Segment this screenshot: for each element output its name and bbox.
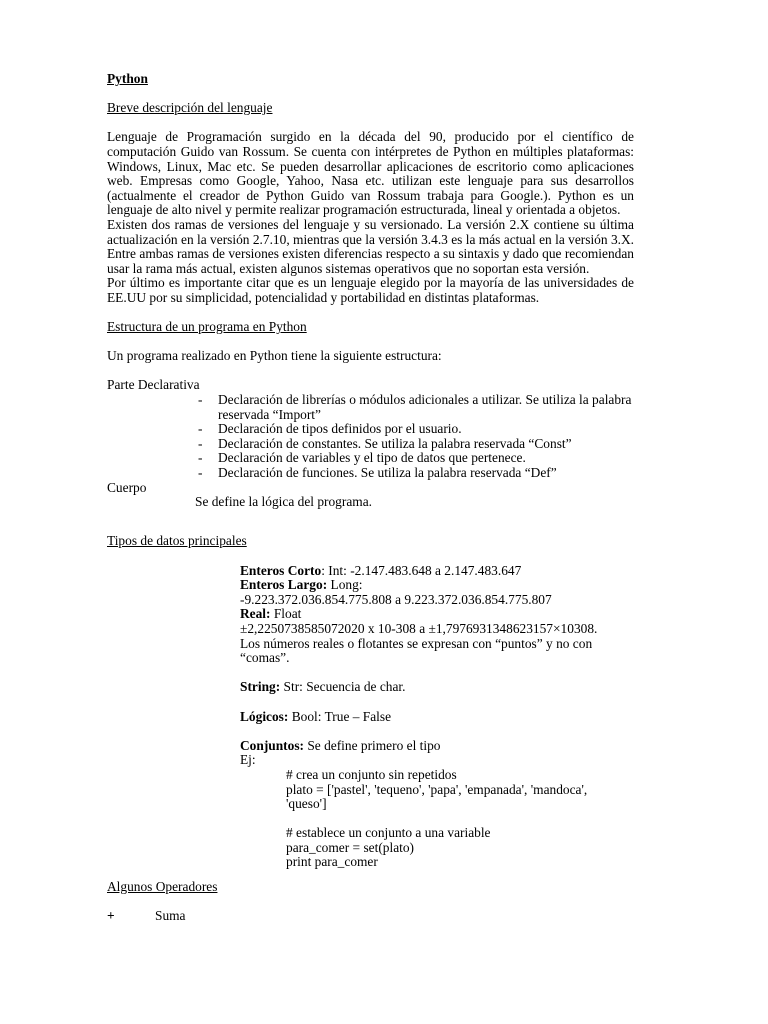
code-line: para_comer = set(plato) xyxy=(286,839,415,855)
section-heading-operadores: Algunos Operadores xyxy=(107,879,218,895)
list-item-text: Declaración de variables y el tipo de datos que pertenece. xyxy=(218,450,526,466)
type-text: Long: xyxy=(327,577,363,593)
dash-bullet: - xyxy=(198,435,203,451)
type-logicos xyxy=(240,710,634,725)
dash-bullet: - xyxy=(198,465,203,481)
type-string xyxy=(240,680,634,695)
cuerpo-text: Se define la lógica del programa. xyxy=(195,494,372,510)
operator-row xyxy=(107,909,634,924)
list-item xyxy=(107,451,634,466)
type-range: -9.223.372.036.854.775.808 a 9.223.372.036.854.775.807 xyxy=(240,591,552,607)
list-item-text: Declaración de constantes. Se utiliza la palabra reservada “Const” xyxy=(218,435,572,451)
code-line: # crea un conjunto sin repetidos xyxy=(286,766,457,782)
list-item-text: Declaración de tipos definidos por el usuario. xyxy=(218,421,462,437)
dash-bullet: - xyxy=(198,421,203,437)
type-text: : Int: -2.147.483.648 a 2.147.483.647 xyxy=(321,562,522,578)
list-item xyxy=(107,437,634,452)
intro-paragraph: Existen dos ramas de versiones del lenguaje y su versionado. La versión 2.X contiene su última actualización en la versión 2.7.10, mientras que la versión 3.4.3 es la más actual en la versión 3.X. Entre ambas ramas de versiones existen diferencias respecto a su sintaxis y dado que recomiendan usar la rama más actual, existen algunos sistemas operativos que no soportan esta versión. xyxy=(107,216,634,276)
cuerpo-label: Cuerpo xyxy=(107,479,147,495)
parte-declarativa-label: Parte Declarativa xyxy=(107,377,200,393)
code-line: # establece un conjunto a una variable xyxy=(286,825,491,841)
operator-name: Suma xyxy=(155,908,186,924)
section-heading-tipos: Tipos de datos principales xyxy=(107,533,247,549)
example-label: Ej: xyxy=(240,752,256,768)
data-types-block xyxy=(107,564,634,870)
type-label: Enteros Largo: xyxy=(240,577,328,593)
code-line: print para_comer xyxy=(286,854,378,870)
intro-paragraph: Lenguaje de Programación surgido en la década del 90, producido por el científico de computación Guido van Rossum. Se cuenta con intérpretes de Python en múltiples plataformas: Windows, Linux, Mac etc. Se pueden desarrollar aplicaciones de escritorio como aplicaciones web. Empresas como Google, Yahoo, Nasa etc. utilizan este lenguaje para sus desarrollos (actualmente el creador de Python Guido van Rossum trabaja para Google.). Python es un lenguaje de alto nivel y permite realizar programación estructurada, lineal y orientada a objetos. xyxy=(107,129,634,218)
dash-bullet: - xyxy=(198,450,203,466)
section-heading-estructura: Estructura de un programa en Python xyxy=(107,319,307,335)
list-item xyxy=(107,393,634,422)
document-page xyxy=(107,72,634,924)
type-text: Se define primero el tipo xyxy=(304,737,441,753)
operator-symbol: + xyxy=(107,908,115,924)
estructura-intro: Un programa realizado en Python tiene la siguiente estructura: xyxy=(107,348,442,364)
code-example xyxy=(240,768,634,870)
type-label: String: xyxy=(240,679,281,695)
type-text: Str: Secuencia de char. xyxy=(280,679,406,695)
document-title: Python xyxy=(107,71,148,86)
list-item xyxy=(107,466,634,481)
dash-bullet: - xyxy=(198,392,203,408)
list-item-text: Declaración de funciones. Se utiliza la palabra reservada “Def” xyxy=(218,465,557,481)
type-label: Enteros Corto xyxy=(240,562,322,578)
type-note: Los números reales o flotantes se expresan con “puntos” y no con “comas”. xyxy=(240,635,593,666)
section-heading-breve: Breve descripción del lenguaje xyxy=(107,100,273,116)
list-item xyxy=(107,422,634,437)
type-enteros-largo xyxy=(240,578,634,593)
code-line: plato = ['pastel', 'tequeno', 'papa', 'empanada', 'mandoca', xyxy=(286,781,588,797)
type-label: Real: xyxy=(240,606,271,622)
type-enteros-corto xyxy=(240,564,634,579)
type-text: Float xyxy=(270,606,302,622)
type-real xyxy=(240,607,634,622)
type-conjuntos xyxy=(240,739,634,754)
type-text: Bool: True – False xyxy=(288,708,392,724)
type-range: ±2,2250738585072020 x 10-308 a ±1,7976931348623157×10308. xyxy=(240,620,598,636)
list-item-text: Declaración de librerías o módulos adicionales a utilizar. Se utiliza la palabra reservada “Import” xyxy=(218,392,632,422)
type-label: Lógicos: xyxy=(240,708,289,724)
code-line: 'queso'] xyxy=(286,796,327,812)
type-label: Conjuntos: xyxy=(240,737,304,753)
declaration-list xyxy=(107,393,634,481)
intro-paragraph: Por último es importante citar que es un lenguaje elegido por la mayoría de las universidades de EE.UU por su simplicidad, potencialidad y portabilidad en distintas plataformas. xyxy=(107,275,634,305)
